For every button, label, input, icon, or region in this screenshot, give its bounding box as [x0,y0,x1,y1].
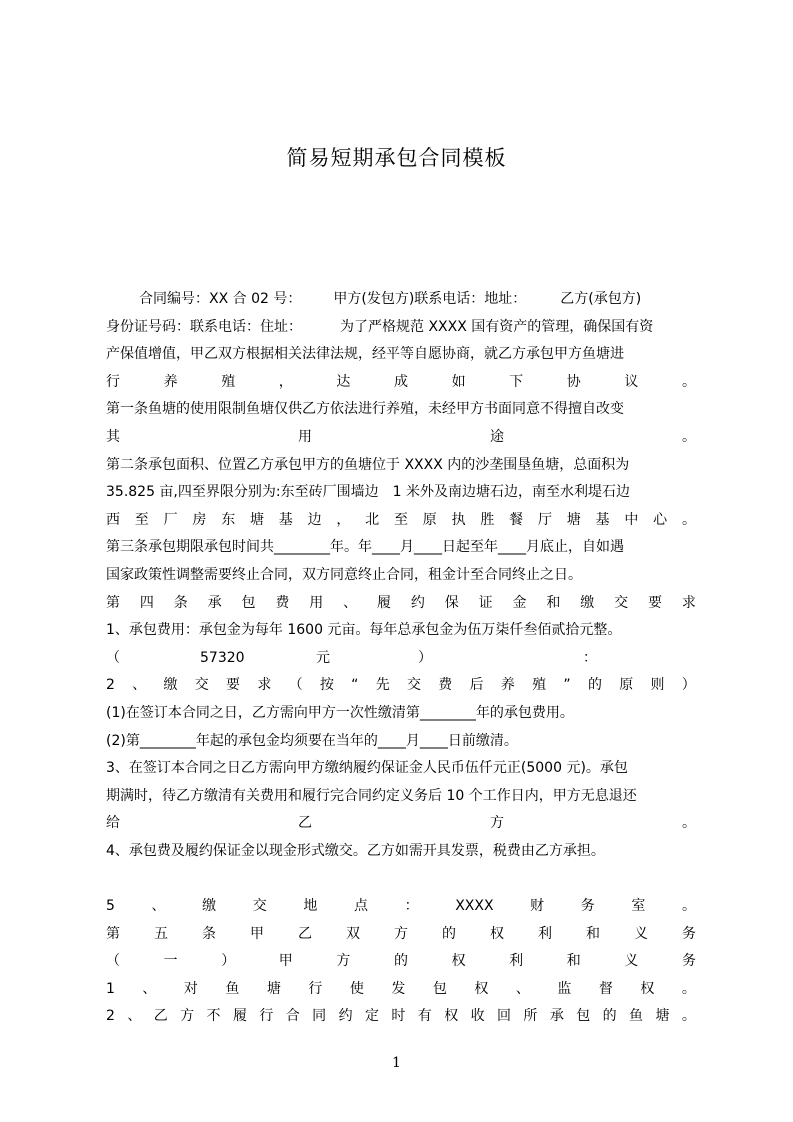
char-segment: 养 [163,373,178,390]
char-segment: 餐 [509,511,524,528]
char-segment: 按 [319,677,334,694]
char-segment: 塘 [655,1008,670,1025]
char-segment: 所 [523,1008,538,1025]
preamble-start: 为了严格规范 XXXX 国有资产的管理，确保国有资 [340,318,654,335]
char-segment: 塘 [566,511,581,528]
char-segment: 一 [163,953,178,970]
blank-line [106,865,696,893]
char-segment: 成 [393,373,408,390]
subsection-heading [106,948,696,976]
char-segment: 用 [298,428,312,445]
article-4-heading [106,590,696,618]
char-segment: 给 [106,815,120,832]
char-segment: 北 [365,511,380,528]
char-segment: 1 [106,980,115,997]
char-segment: 交 [614,594,629,611]
char-segment: 和 [586,925,600,942]
article-2-line: 第二条承包面积、位置乙方承包甲方的鱼塘位于 XXXX 内的沙垄围垦鱼塘，总面积为 [106,456,630,473]
amount-line [106,645,696,673]
text-line: 产保值增值，甲乙双方根据相关法律法规，经平等自愿协商，就乙方承包甲方鱼塘进 [106,346,624,363]
char-segment: 合 [285,1008,300,1025]
char-segment: 方 [180,1008,195,1025]
char-segment: 求 [257,677,272,694]
amount-number: 57320 [200,649,245,666]
char-segment: 费 [275,594,290,611]
document-title: 简易短期承包合同模板 [286,146,507,170]
char-segment: 权 [474,980,489,997]
text-line: 35.825 亩,四至界限分别为:东至砖厂围墙边 1 米外及南边塘石边，南至水利堤石边 [106,484,630,501]
char-segment: 监 [557,980,572,997]
char-segment: 。 [682,428,696,445]
char-segment: 第 [106,925,120,942]
char-segment: 2 [106,677,115,694]
char-segment: 乙 [153,1008,168,1025]
char-segment: 务 [682,925,696,942]
char-segment: 西 [106,511,120,528]
char-segment: 地 [303,898,318,915]
char-segment: 使 [349,980,364,997]
char-segment: 承 [549,1008,564,1025]
char-segment: 心 [653,511,668,528]
char-segment: 达 [336,373,351,390]
char-segment: 要 [226,677,241,694]
justified-line [106,1003,696,1031]
char-segment: 行 [308,980,323,997]
char-segment: XXXX [455,898,494,915]
justified-line [106,369,696,397]
char-segment: 权 [640,980,655,997]
char-segment: 乙 [298,815,312,832]
char-segment: 胜 [480,511,495,528]
char-segment: 履 [377,594,391,611]
char-segment: 交 [252,898,267,915]
char-segment: 其 [106,428,120,445]
char-segment: 途 [490,428,504,445]
char-segment: ： [404,898,419,915]
char-segment: 四 [139,594,154,611]
char-segment: 用 [309,594,324,611]
justified-line [106,672,696,700]
char-segment: 发 [391,980,406,997]
char-segment: 义 [624,953,639,970]
char-segment: 。 [681,980,696,997]
char-segment: 室 [631,898,646,915]
char-segment: 同 [312,1008,327,1025]
char-segment: 原 [619,677,634,694]
close-paren: ） [418,649,432,666]
char-segment: 和 [546,594,561,611]
char-segment: 方 [490,815,504,832]
char-segment: 交 [407,677,421,694]
text-line: 1、承包费用：承包金为每年 1600 元亩。每年总承包金为伍万柒仟叁佰贰拾元整。 [106,622,622,639]
char-segment: 督 [598,980,613,997]
char-segment: 财 [530,898,545,915]
char-segment: 保 [444,594,459,611]
party-b-label: 乙方(承包方) [560,291,642,307]
justified-line [106,976,696,1004]
text-line: (2)第________年起的承包金均须要在当年的____月____日前缴清。 [106,732,518,749]
char-segment: 回 [497,1008,512,1025]
char-segment: 五 [154,925,168,942]
char-segment: 塘 [249,511,264,528]
char-segment: 2 [106,1008,115,1025]
char-segment: ， [278,373,293,390]
id-and-preamble-line [106,314,696,342]
char-segment: 义 [634,925,648,942]
char-segment: 养 [500,677,515,694]
justified-line [106,424,696,452]
char-segment: 利 [538,925,552,942]
char-segment: 。 [681,373,696,390]
char-segment: 金 [512,594,527,611]
char-segment: 后 [469,677,484,694]
char-segment: 房 [192,511,207,528]
char-segment: 方 [336,953,351,970]
char-segment: ， [336,511,351,528]
char-segment: 双 [346,925,360,942]
char-segment: 包 [576,1008,591,1025]
char-segment: 5 [106,898,115,915]
char-segment: 和 [566,953,581,970]
char-segment: 鱼 [629,1008,644,1025]
char-segment: 利 [509,953,524,970]
char-segment: 条 [202,925,216,942]
char-segment: 履 [232,1008,247,1025]
char-segment: 条 [173,594,188,611]
char-segment: 至 [393,511,408,528]
char-segment: 的 [602,1008,617,1025]
char-segment: 的 [587,677,602,694]
char-segment: 下 [509,373,524,390]
char-segment: 务 [580,898,595,915]
char-segment: “ [351,677,359,694]
char-segment: 甲 [250,925,264,942]
char-segment: 对 [183,980,198,997]
char-segment: 边 [307,511,322,528]
char-segment: 基 [595,511,610,528]
char-segment: 、 [151,898,166,915]
article-1-line: 第一条鱼塘的使用限制鱼塘仅供乙方依法进行养殖，未经甲方书面同意不得擅自改变 [106,401,624,418]
char-segment: 务 [681,953,696,970]
article-5-heading [106,921,696,949]
justified-line [106,893,696,921]
char-segment: 。 [682,898,696,915]
char-segment: 费 [438,677,453,694]
char-segment: 、 [142,980,157,997]
text-line: 国家政策性调整需要终止合同，双方同意终止合同，租金计至合同终止之日。 [106,566,582,583]
char-segment: 乙 [298,925,312,942]
char-segment: 的 [393,953,408,970]
char-segment: 。 [682,815,696,832]
contract-body [106,286,696,1031]
char-segment: 收 [470,1008,485,1025]
char-segment: 约 [410,594,425,611]
char-segment: ） [221,953,236,970]
char-segment: 。 [681,511,696,528]
char-segment: 定 [364,1008,379,1025]
char-segment: 至 [134,511,149,528]
char-segment: 权 [490,925,504,942]
char-segment: 如 [451,373,466,390]
justified-line [106,810,696,838]
text-line: (1)在签订本合同之日，乙方需向甲方一次性缴清第________年的承包费用。 [106,704,574,721]
char-segment: 塘 [266,980,281,997]
char-segment: 、 [132,677,147,694]
id-label: 身份证号码：联系电话：住址： [106,318,302,335]
char-segment: 约 [338,1008,353,1025]
char-segment: 第 [106,594,120,611]
colon: ： [583,649,597,666]
char-segment: 先 [375,677,390,694]
char-segment: 的 [442,925,456,942]
char-segment: 、 [127,1008,142,1025]
char-segment: 议 [624,373,639,390]
char-segment: ） [681,677,696,694]
char-segment: 执 [451,511,466,528]
char-segment: 包 [432,980,447,997]
char-segment: ” [563,677,571,694]
char-segment: 缴 [163,677,178,694]
char-segment: 殖 [532,677,547,694]
open-paren: （ [106,649,120,666]
text-line: 4、承包费及履约保证金以现金形式缴交。乙方如需开具发票，税费由乙方承担。 [106,842,605,859]
text-line: 期满时，待乙方缴清有关费用和履行完合同约定义务后 10 个工作日内，甲方无息退还 [106,787,637,804]
char-segment: 权 [444,1008,459,1025]
char-segment: 殖 [221,373,236,390]
page-number: 1 [392,1055,401,1071]
char-segment: 东 [221,511,236,528]
char-segment: 方 [394,925,408,942]
char-segment: 证 [478,594,493,611]
char-segment: 基 [278,511,293,528]
amount-unit: 元 [316,649,330,666]
char-segment: 承 [207,594,222,611]
contract-number-label: 合同编号：XX 合 02 号： [139,291,302,307]
char-segment: 、 [515,980,530,997]
char-segment: 行 [259,1008,274,1025]
char-segment: 则 [650,677,665,694]
char-segment: 原 [422,511,437,528]
char-segment: 包 [241,594,256,611]
char-segment: 求 [681,594,696,611]
text-line: 3、在签订本合同之日乙方需向甲方缴纳履约保证金人民币伍仟元正(5000 元)。承包 [106,760,628,777]
char-segment: 中 [624,511,639,528]
contract-header-line [106,286,696,314]
justified-line [106,507,696,535]
char-segment: 不 [206,1008,221,1025]
char-segment: 。 [681,1008,696,1025]
char-segment: 协 [566,373,581,390]
char-segment: （ [106,953,120,970]
char-segment: 点 [353,898,368,915]
article-3-line: 第三条承包期限承包时间共________年。年____月____日起至年____月底止，自如遇 [106,539,624,556]
char-segment: 厂 [163,511,178,528]
char-segment: 厅 [537,511,552,528]
char-segment: 时 [391,1008,406,1025]
char-segment: 权 [451,953,466,970]
char-segment: 缴 [202,898,217,915]
party-a-label: 甲方(发包方)联系电话：地址： [333,291,527,307]
char-segment: 有 [417,1008,432,1025]
char-segment: 、 [343,594,358,611]
char-segment: 行 [106,373,120,390]
char-segment: 交 [194,677,209,694]
char-segment: 鱼 [225,980,240,997]
char-segment: 要 [648,594,662,611]
char-segment: （ [288,677,303,694]
char-segment: 缴 [580,594,595,611]
char-segment: 甲 [278,953,293,970]
